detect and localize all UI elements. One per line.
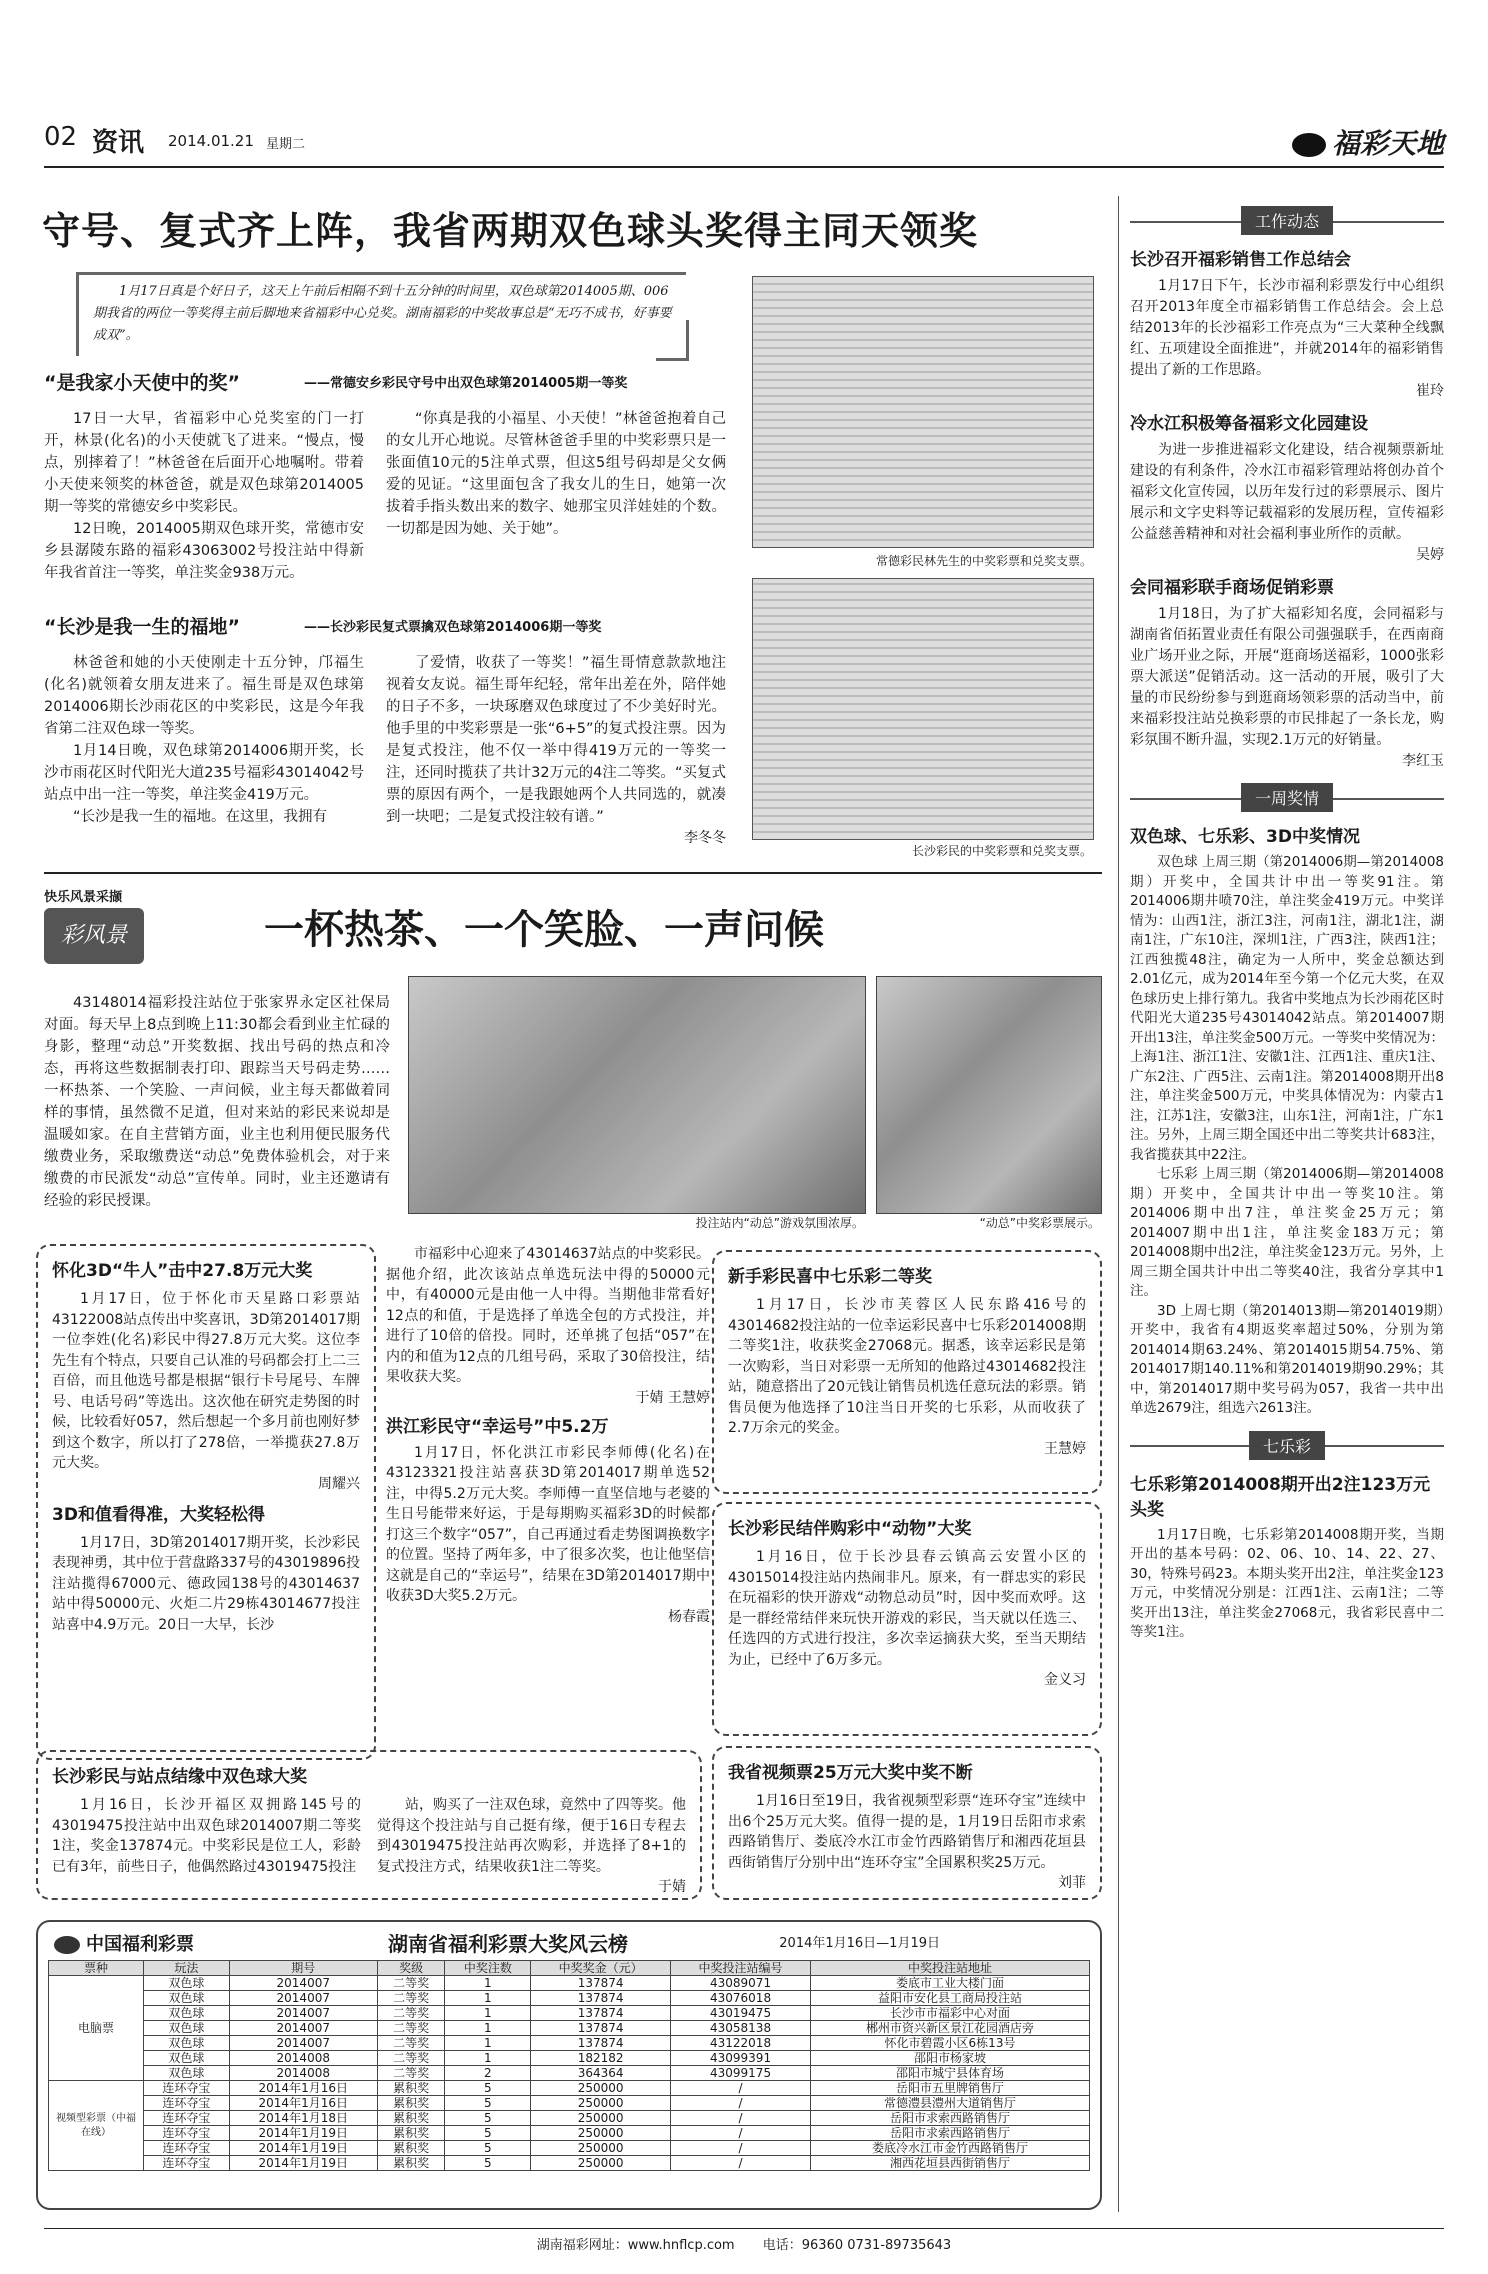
table-cell: 364364 (531, 2066, 671, 2081)
sidebar-section-weekly (1130, 783, 1444, 812)
box-subtitle: 3D和值看得准，大奖轻松得 (52, 1504, 265, 1525)
table-cell: 2014007 (229, 1976, 377, 1991)
paragraph: 了爱情，收获了一等奖！”福生哥情意款款地注视着女友说。福生哥年纪轻，常年出差在外，陪伴她的日子不多，一块琢磨双色球度过了不少美好时光。他手里的中奖彩票是一张“6+5”的复式投注票。因为是复式投注，他不仅一举中得419万元的一等奖一注，还同时揽获了共计32万元的4注二等奖。“买复式票的原因有两个，一是我跟她两个人共同选的，就凑到一块吧；二是复式投注较有谱。” (386, 655, 726, 825)
table-cell: 累积奖 (377, 2126, 445, 2141)
ranking-title: 湖南省福利彩票大奖风云榜 (388, 1932, 628, 1956)
table-cell: 2014年1月19日 (229, 2126, 377, 2141)
table-cell: / (671, 2126, 811, 2141)
table-cell: 43019475 (671, 2006, 811, 2021)
table-cell: 连环夺宝 (144, 2081, 230, 2096)
paragraph: 1月17日，怀化洪江市彩民李师傅(化名)在43123321投注站喜获3D第2014017期单选52注，中得5.2万元大奖。李师傅一直坚信地与老婆的生日号能带来好运，于是每期购买福彩3D的时候都打这三个数字“057”，自己再通过看走势图调换数字的位置。坚持了两年多，中了很多次奖，也让他坚信这就是自己的“幸运号”，结果在3D第2014017期中收获3D大奖5.2万元。 (386, 1444, 710, 1604)
paragraph: 1月17日下午，长沙市福利彩票发行中心组织召开2013年度全市福彩销售工作总结会。会上总结2013年的长沙福彩工作亮点为“三大菜种全线飘红、五项建设全面推进”，并就2014年的福彩销售提出了新的工作思路。 (1130, 278, 1444, 378)
byline: 杨春霞 (668, 1608, 710, 1625)
table-cell: 岳阳市求索西路销售厅 (811, 2126, 1090, 2141)
table-cell: 137874 (531, 2006, 671, 2021)
table-row (49, 2066, 1090, 2081)
sidebar (1130, 206, 1444, 1643)
column-header: 奖级 (377, 1961, 445, 1976)
table-cell: 137874 (531, 1976, 671, 1991)
news-title: 冷水江积极筹备福彩文化园建设 (1130, 414, 1368, 434)
table-cell: 250000 (531, 2156, 671, 2171)
table-cell: 双色球 (144, 2021, 230, 2036)
table-row (49, 2156, 1090, 2171)
table-row (49, 2051, 1090, 2066)
table-cell: 137874 (531, 2036, 671, 2051)
paragraph: 1月17日晚，七乐彩第2014008期开奖，当期开出的基本号码：02、06、10、14、22、27、30，特殊号码23。本期头奖开出2注，单注奖金123万元，中奖情况分别是：江西1注、云南1注；二等奖开出13注，单注奖金27068元，我省彩民喜中二等奖1注。 (1130, 1526, 1444, 1640)
byline: 吴婷 (1416, 547, 1444, 563)
footer-site: 湖南福彩网址：www.hnflcp.com (536, 2238, 735, 2253)
table-cell: 连环夺宝 (144, 2156, 230, 2171)
table-cell: 二等奖 (377, 2051, 445, 2066)
table-cell: 邵阳市城宁县体育场 (811, 2066, 1090, 2081)
table-cell: 250000 (531, 2141, 671, 2156)
table-cell: 250000 (531, 2111, 671, 2126)
table-row (49, 2141, 1090, 2156)
photo-caption: “动总”中奖彩票展示。 (979, 1216, 1100, 1230)
paragraph: 12日晚，2014005期双色球开奖，常德市安乡县潺陵东路的福彩43063002号投注站中得新年我省首注一等奖，单注奖金938万元。 (44, 521, 364, 581)
byline: 金义习 (1044, 1672, 1086, 1688)
paragraph: 为进一步推进福彩文化建设，结合视频票新址建设的有利条件，冷水江市福彩管理站将创办首个福彩文化宣传园，以历年发行过的彩票展示、图片展示和文字史料等记载福彩的发展历程，宣传福彩公益慈善精神和对社会福利事业所作的贡献。 (1130, 442, 1444, 542)
table-cell: 怀化市碧霞小区6栋13号 (811, 2036, 1090, 2051)
brand-logo: 中国福利彩票 (54, 1930, 194, 1956)
table-cell: 双色球 (144, 2036, 230, 2051)
table-cell: 双色球 (144, 2006, 230, 2021)
page-number: 02 (44, 122, 78, 152)
ticket-photo-2 (752, 578, 1094, 840)
section-name: 资讯 (92, 128, 145, 158)
column-header: 玩法 (144, 1961, 230, 1976)
sidebar-section-qlc (1130, 1431, 1444, 1460)
table-cell: 娄底冷水江市金竹西路销售厅 (811, 2141, 1090, 2156)
photo-caption: 常德彩民林先生的中奖彩票和兑奖支票。 (875, 554, 1092, 568)
ranking-date: 2014年1月16日—1月19日 (779, 1936, 940, 1951)
table-row (49, 2036, 1090, 2051)
table-cell: 二等奖 (377, 1976, 445, 1991)
table-cell: 250000 (531, 2096, 671, 2111)
story1-subtitle: ——常德安乡彩民守号中出双色球第2014005期一等奖 (304, 376, 628, 391)
masthead-rule (44, 166, 1444, 168)
table-cell: 182182 (531, 2051, 671, 2066)
box-title: 怀化3D“牛人”击中27.8万元大奖 (52, 1261, 313, 1281)
table-cell: 长沙市市福彩中心对面 (811, 2006, 1090, 2021)
photo-caption: 投注站内“动总”游戏氛围浓厚。 (695, 1216, 864, 1230)
table-cell: 2014年1月18日 (229, 2111, 377, 2126)
footer-rule (44, 2228, 1444, 2229)
box-title: 我省视频票25万元大奖中奖不断 (728, 1763, 973, 1783)
paragraph: 1月17日，长沙市芙蓉区人民东路416号的43014682投注站的一位幸运彩民喜中七乐彩2014008期二等奖1注，收获奖金27068元。据悉，该幸运彩民是第一次购彩，当日对彩票一无所知的他路过43014682投注站，随意搭出了20元钱让销售员机选任意玩法的彩票。销售员便为他选择了10注当日开奖的七乐彩，从而收获了2.7万余元的奖金。 (728, 1297, 1086, 1436)
table-cell: 累积奖 (377, 2156, 445, 2171)
byline: 刘菲 (1058, 1875, 1086, 1891)
tickets-wall-photo (876, 976, 1102, 1214)
table-cell: 5 (445, 2156, 531, 2171)
table-row (49, 2081, 1090, 2096)
ranking-panel (36, 1920, 1102, 2210)
table-cell: 2014年1月16日 (229, 2096, 377, 2111)
news-col-mid (386, 1244, 710, 1627)
column-header: 票种 (49, 1961, 144, 1976)
byline: 李冬冬 (684, 830, 726, 846)
table-cell: 岳阳市求索西路销售厅 (811, 2111, 1090, 2126)
table-cell: 250000 (531, 2081, 671, 2096)
table-cell: 常德澧县澧州大道销售厅 (811, 2096, 1090, 2111)
box-title: 长沙彩民与站点结缘中双色球大奖 (52, 1767, 307, 1787)
table-cell: 2014年1月19日 (229, 2156, 377, 2171)
table-cell: 2 (445, 2066, 531, 2081)
table-cell: / (671, 2096, 811, 2111)
table-cell: 5 (445, 2126, 531, 2141)
news-box-huaihua (36, 1244, 376, 1760)
table-cell: 1 (445, 2006, 531, 2021)
table-cell: 连环夺宝 (144, 2141, 230, 2156)
table-cell: 137874 (531, 2021, 671, 2036)
story2-subtitle: ——长沙彩民复式票擒双色球第2014006期一等奖 (304, 620, 602, 635)
table-cell: 43122018 (671, 2036, 811, 2051)
box-subtitle: 洪江彩民守“幸运号”中5.2万 (386, 1416, 609, 1437)
table-cell: 邵阳市杨家坡 (811, 2051, 1090, 2066)
issue-weekday: 星期二 (266, 137, 306, 152)
paragraph: 1月16日，长沙开福区双拥路145号的43019475投注站中出双色球2014007期二等奖1注，奖金137874元。中奖彩民是位工人，彩龄已有3年，前些日子，他偶然路过43019475投注 (52, 1797, 361, 1875)
lead-box-corner (656, 320, 689, 361)
column-header: 中奖注数 (445, 1961, 531, 1976)
paragraph: 1月17日，3D第2014017期开奖，长沙彩民表现神勇，其中位于营盘路337号的43019896投注站揽得67000元、德政园138号的43014637站中得50000元、火炬二片29栋43014677投注站喜中4.9万元。20日一大早，长沙 (52, 1534, 360, 1633)
table-header-row (49, 1961, 1090, 1976)
story2-title: “长沙是我一生的福地” (44, 616, 240, 638)
byline: 于婧 王慧婷 (635, 1389, 710, 1406)
table-cell: 二等奖 (377, 1991, 445, 2006)
logo-icon (1292, 133, 1326, 157)
paragraph: 站，购买了一注双色球，竟然中了四等奖。他觉得这个投注站与自己挺有缘，便于16日专程去到43019475投注站再次购彩，并选择了8+1的复式投注方式，结果收获1注二等奖。 (377, 1797, 686, 1875)
table-cell: 连环夺宝 (144, 2111, 230, 2126)
table-cell: 二等奖 (377, 2021, 445, 2036)
table-cell: 1 (445, 2036, 531, 2051)
news-title: 双色球、七乐彩、3D中奖情况 (1130, 827, 1360, 847)
table-cell: 累积奖 (377, 2141, 445, 2156)
table-cell: 43099391 (671, 2051, 811, 2066)
main-headline: 守号、复式齐上阵，我省两期双色球头奖得主同天领奖 (42, 209, 979, 253)
table-cell: 250000 (531, 2126, 671, 2141)
table-row (49, 2096, 1090, 2111)
column-header: 中奖投注站编号 (671, 1961, 811, 1976)
table-cell: 2014007 (229, 2021, 377, 2036)
byline: 李红玉 (1402, 753, 1444, 769)
table-cell: 43058138 (671, 2021, 811, 2036)
kuaile-body (44, 992, 390, 1212)
footer-phone: 电话：96360 0731-89735643 (762, 2238, 952, 2253)
issue-date: 2014.01.21 (168, 132, 254, 150)
story1-title: “是我家小天使中的奖” (44, 372, 240, 394)
column-header: 中奖奖金（元） (531, 1961, 671, 1976)
news-title: 会同福彩联手商场促销彩票 (1130, 578, 1334, 598)
paragraph: 林爸爸和她的小天使刚走十五分钟，邝福生(化名)就领着女朋友进来了。福生哥是双色球第2014006期长沙雨花区的中奖彩民，这是今年我省第二注双色球一等奖。 (44, 655, 364, 737)
news-box-liangsheng (36, 1750, 702, 1900)
table-cell: 累积奖 (377, 2081, 445, 2096)
ranking-table (48, 1960, 1090, 2171)
paragraph: 43148014福彩投注站位于张家界永定区社保局对面。每天早上8点到晚上11:30都会看到业主忙碌的身影，整理“动总”开奖数据、找出号码的热点和冷态，再将这些数据制表打印、跟踪当天号码走势……一杯热茶、一个笑脸、一声问候，业主每天都做着同样的事情，虽然微不足道，但对来站的彩民来说却是温暖如家。在自主营销方面，业主也利用便民服务代缴费业务，采取缴费送“动总”免费体验机会，对于来缴费的市民派发“动总”宣传单。同时，业主还邀请有经验的彩民授课。 (44, 995, 390, 1209)
table-cell: 137874 (531, 1991, 671, 2006)
paragraph: “长沙是我一生的福地。在这里，我拥有 (73, 809, 328, 825)
news-box-dongwu (712, 1502, 1102, 1736)
masthead (44, 122, 1444, 162)
column-header: 期号 (229, 1961, 377, 1976)
table-cell: 连环夺宝 (144, 2096, 230, 2111)
group-cell: 电脑票 (49, 1976, 144, 2081)
news-box-xinshou (712, 1250, 1102, 1494)
paragraph: “你真是我的小福星、小天使！”林爸爸抱着自己的女儿开心地说。尽管林爸爸手里的中奖彩票只是一张面值10元的5注单式票，但这5组号码却是父女俩爱的见证。“这里面包含了我女儿的生日，她第一次拔着手指头数出来的数字、她那宝贝洋娃娃的个数。一切都是因为她、关于她”。 (386, 411, 726, 537)
table-cell: 1 (445, 2021, 531, 2036)
table-cell: 1 (445, 1976, 531, 1991)
table-cell: 二等奖 (377, 2006, 445, 2021)
paragraph: 3D 上周七期（第2014013期—第2014019期）开奖中，我省有4期返奖率超过50%，分别为第2014014期63.24%、第2014015期54.75%、第2014017期140.11%和第2014019期90.29%；其中，第2014017期中奖号码为057，我省一共中出单选2679注，组选六2613注。 (1130, 1302, 1444, 1416)
table-cell: 2014年1月16日 (229, 2081, 377, 2096)
ranking-header (48, 1928, 1090, 1960)
table-cell: 双色球 (144, 2051, 230, 2066)
footer (44, 2234, 1444, 2253)
logo: 福彩天地 (1292, 122, 1444, 162)
box-title: 新手彩民喜中七乐彩二等奖 (728, 1267, 932, 1287)
table-cell: 2014008 (229, 2066, 377, 2081)
byline: 于婧 (658, 1879, 686, 1895)
paragraph: 七乐彩 上周三期（第2014006期—第2014008期）开奖中，全国共计中出一等奖10注。第2014006期中出7注，单注奖金25万元；第2014007期中出1注，单注奖金183万元；第2014008期中出2注，单注奖金123万元。另外，上周三期全国共计中出二等奖40注，我省分享其中1注。 (1130, 1166, 1444, 1299)
table-cell: 5 (445, 2081, 531, 2096)
table-cell: / (671, 2141, 811, 2156)
section-tag: 七乐彩 (1249, 1431, 1325, 1460)
table-cell: 1 (445, 1991, 531, 2006)
table-cell: 43099175 (671, 2066, 811, 2081)
table-row (49, 2126, 1090, 2141)
byline: 周耀兴 (318, 1475, 360, 1492)
table-cell: / (671, 2081, 811, 2096)
table-cell: 1 (445, 2051, 531, 2066)
paragraph: 1月16日，位于长沙县春云镇高云安置小区的43015014投注站内热闹非凡。原来，有一群忠实的彩民在玩福彩的快开游戏“动物总动员”时，因中奖而欢呼。这是一群经常结伴来玩快开游戏的彩民，当天就以任选三、任选四的方式进行投注，多次幸运摘获大奖，至当天期结为止，已经中了6万多元。 (728, 1549, 1086, 1668)
table-row (49, 1976, 1090, 1991)
story1-col1 (44, 408, 364, 584)
table-cell: 连环夺宝 (144, 2126, 230, 2141)
paragraph: 1月17日，位于怀化市天星路口彩票站43122008站点传出中奖喜讯，3D第2014017期一位李姓(化名)彩民中得27.8万元大奖。这位李先生有个特点，只要自己认准的号码都会打上二三百倍，而且他选号都是根据“银行卡号尾号、车牌号、电话号码”等选出。这次他在研究走势图的时候，比较看好057，然后想起一个多月前也刚好梦到这个数字，所以打了278倍，一举揽获27.8万元大奖。 (52, 1291, 360, 1471)
section-tag: 一周奖情 (1241, 783, 1333, 812)
table-cell: 累积奖 (377, 2096, 445, 2111)
table-cell: 2014008 (229, 2051, 377, 2066)
lead-box (76, 272, 686, 356)
story1-col2 (386, 408, 726, 540)
table-cell: 5 (445, 2141, 531, 2156)
box-title: 长沙彩民结伴购彩中“动物”大奖 (728, 1519, 972, 1539)
section-rule (44, 872, 1102, 874)
column-logo: 彩风景 (44, 908, 144, 964)
table-cell: 岳阳市五里牌销售厅 (811, 2081, 1090, 2096)
table-row (49, 2111, 1090, 2126)
table-cell: 43089071 (671, 1976, 811, 1991)
table-cell: 湘西花垣县西街销售厅 (811, 2156, 1090, 2171)
table-cell: 双色球 (144, 1976, 230, 1991)
sidebar-divider (1118, 196, 1119, 2212)
story2-header (44, 612, 724, 642)
story2-col2 (386, 652, 726, 848)
news-title: 七乐彩第2014008期开出2注123万元头奖 (1130, 1474, 1431, 1520)
table-row (49, 1991, 1090, 2006)
brand-icon (54, 1936, 80, 1954)
table-row (49, 2006, 1090, 2021)
byline: 崔玲 (1416, 383, 1444, 399)
group-cell: 视频型彩票（中福在线） (49, 2081, 144, 2171)
ticket-photo-1 (752, 276, 1094, 548)
table-cell: 益阳市安化县工商局投注站 (811, 1991, 1090, 2006)
shop-photo (408, 976, 866, 1214)
table-cell: 双色球 (144, 1991, 230, 2006)
lead-text: 1月17日真是个好日子，这天上午前后相隔不到十五分钟的时间里，双色球第2014005期、006期我省的两位一等奖得主前后脚地来省福彩中心兑奖。湖南福彩的中奖故事总是“无巧不成书，好事要成双”。 (93, 284, 672, 343)
column-header: 中奖投注站地址 (811, 1961, 1090, 1976)
ranking-table-body (49, 1976, 1090, 2171)
section-tag: 工作动态 (1241, 206, 1333, 235)
table-cell: 郴州市资兴新区景江花园酒店旁 (811, 2021, 1090, 2036)
table-cell: 双色球 (144, 2066, 230, 2081)
table-cell: 娄底市工业大楼门面 (811, 1976, 1090, 1991)
column-tag: 快乐风景采撷 (44, 890, 123, 905)
sidebar-section-work (1130, 206, 1444, 235)
table-cell: / (671, 2156, 811, 2171)
paragraph: 1月18日，为了扩大福彩知名度，会同福彩与湖南省佰拓置业责任有限公司强强联手，在西南商业广场开业之际，开展“逛商场送福彩，1000张彩票大派送”促销活动。这一活动的开展，吸引了大量的市民纷纷参与到逛商场领彩票的活动当中，前来福彩投注站兑换彩票的市民排起了一条长龙，购彩氛围不断升温，实现2.1万元的好销量。 (1130, 606, 1444, 748)
table-cell: 累积奖 (377, 2111, 445, 2126)
photo-caption: 长沙彩民的中奖彩票和兑奖支票。 (911, 844, 1092, 858)
table-cell: 5 (445, 2111, 531, 2126)
paragraph: 1月14日晚，双色球第2014006期开奖，长沙市雨花区时代阳光大道235号福彩43014042号站点中出一注一等奖，单注奖金419万元。 (44, 743, 364, 803)
table-cell: 2014007 (229, 2006, 377, 2021)
kuaile-headline: 一杯热茶、一个笑脸、一声问候 (264, 907, 824, 953)
news-box-video (712, 1746, 1102, 1900)
byline: 王慧婷 (1044, 1440, 1086, 1457)
paragraph: 市福彩中心迎来了43014637站点的中奖彩民。据他介绍，此次该站点单选玩法中得的50000元中，有40000元是由他一人中得。当期他非常看好12点的和值，于是选择了单选全包的方式投注，并进行了10倍的倍投。同时，还单挑了包括“057”在内的和值为12点的几组号码，采取了30倍投注，结果收获大奖。 (386, 1246, 710, 1385)
table-cell: 二等奖 (377, 2066, 445, 2081)
paragraph: 17日一大早，省福彩中心兑奖室的门一打开，林景(化名)的小天使就飞了进来。“慢点，慢点，别摔着了！”林爸爸在后面开心地嘱咐。带着小天使来领奖的林爸爸，就是双色球第2014005期一等奖的常德安乡中奖彩民。 (44, 411, 364, 515)
table-cell: / (671, 2111, 811, 2126)
table-cell: 二等奖 (377, 2036, 445, 2051)
table-cell: 2014007 (229, 1991, 377, 2006)
story2-col1 (44, 652, 364, 828)
paragraph: 1月16日至19日，我省视频型彩票“连环夺宝”连续中出6个25万元大奖。值得一提的是，1月19日岳阳市求索西路销售厅、娄底冷水江市金竹西路销售厅和湘西花垣县西街销售厅分别中出“连环夺宝”全国累积奖25万元。 (728, 1793, 1086, 1871)
story1-header (44, 368, 724, 398)
table-cell: 43076018 (671, 1991, 811, 2006)
table-cell: 2014年1月19日 (229, 2141, 377, 2156)
paragraph: 双色球 上周三期（第2014006期—第2014008期）开奖中，全国共计中出一等奖91注。第2014006期井喷70注，单注奖金419万元。中奖详情为：山西1注，浙江3注，河南1注，湖北1注，湖南1注，广东10注，深圳1注，广西3注，陕西1注；江西独揽48注，确定为一人所中，奖金总额达到2.01亿元，成为2014年至今第一个亿元大奖，在双色球历史上排行第九。我省中奖地点为长沙雨花区时代阳光大道235号43014042站点。第2014007期开出13注，单注奖金500万元。一等奖中奖情况为：上海1注、浙江1注、安徽1注、江西1注、重庆1注、广东2注、广西5注、云南1注。第2014008期开出8注，单注奖金500万元，中奖具体情况为：内蒙古1注，江苏1注，安徽3注，山东1注，河南1注，广东1注。另外，上周三期全国还中出二等奖共计683注，我省揽获其中22注。 (1130, 854, 1444, 1163)
table-row (49, 2021, 1090, 2036)
table-cell: 5 (445, 2096, 531, 2111)
table-cell: 2014007 (229, 2036, 377, 2051)
news-title: 长沙召开福彩销售工作总结会 (1130, 250, 1351, 270)
